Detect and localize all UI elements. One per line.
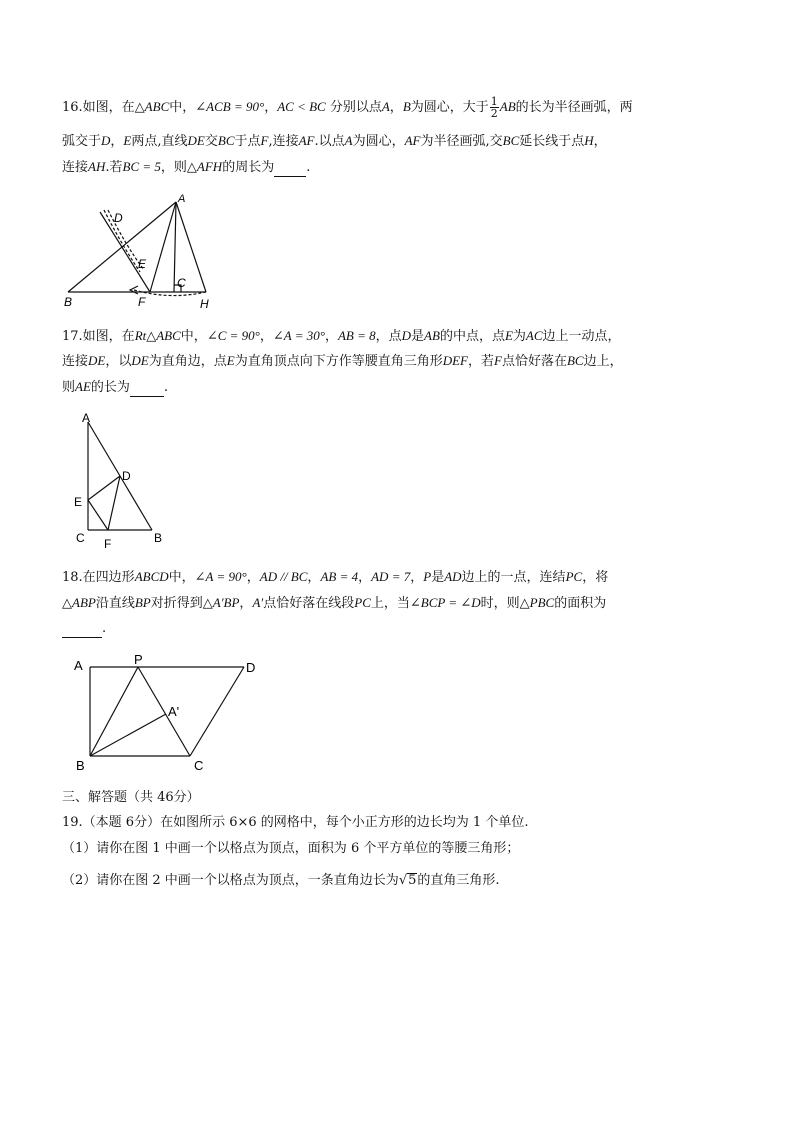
q19-line-1: 19.（本题 6分）在如图所示 6×6 的网格中，每个小正方形的边长均为 1 个单位. — [62, 815, 529, 830]
q16-line-3: 连接AH.若BC = 5，则△AFH的周长为 . — [62, 159, 311, 175]
q19-line-3: （2）请你在图 2 中画一个以格点为顶点，一条直角边长为√5的直角三角形. — [62, 873, 500, 888]
label-a: A — [178, 193, 186, 205]
sqrt-value: 5 — [408, 873, 417, 888]
label-d: D — [246, 660, 256, 675]
q16-figure — [58, 190, 228, 315]
label-a-prime: A' — [168, 704, 180, 719]
q17-line-3: 则AE的长为 . — [62, 379, 169, 395]
label-c: C — [177, 276, 186, 290]
q17-line-1: 17.如图，在Rt△ABC中，∠C = 90°，∠A = 30°，AB = 8，点D是AB的中点，点E为AC边上一动点， — [62, 328, 621, 344]
q18-line-3: . — [62, 620, 106, 638]
q19-line-2: （1）请你在图 1 中画一个以格点为顶点，面积为 6 个平方单位的等腰三角形； — [62, 841, 520, 856]
section-title: 三、解答题（共 46分） — [62, 790, 200, 805]
answer-blank — [130, 382, 164, 397]
line-ac — [174, 202, 176, 292]
q18-figure — [68, 650, 268, 775]
line-de — [100, 212, 150, 292]
label-d: D — [122, 469, 131, 483]
label-e: E — [74, 495, 83, 509]
fraction-one-half: $\frac{1}{2}$ — [490, 95, 498, 120]
label-a: A — [74, 658, 83, 673]
label-c: C — [194, 758, 204, 773]
label-b: B — [76, 758, 85, 773]
answer-blank — [274, 162, 306, 177]
q16-line-1: 16.如图，在△ABC中，∠ACB = 90°，AC < BC 分别以点A，B为圆心，大于 $\frac{1}{2}$ AB的长为半径画弧，两 — [62, 95, 633, 120]
q18-line-1: 18.在四边形ABCD中，∠A = 90°，AD // BC，AB = 4，AD = 7，P是AD边上的一点，连结PC，将 — [62, 569, 609, 585]
label-f: F — [104, 537, 112, 548]
label-c: C — [76, 531, 85, 545]
q18-line-2: △ABP沿直线BP对折得到△A′BP，A′点恰好落在线段PC上，当∠BCP = ∠D时，则△PBC的面积为 — [62, 595, 607, 611]
label-e: E — [138, 257, 147, 271]
sqrt-symbol: √ — [398, 873, 408, 888]
label-b: B — [154, 531, 163, 545]
answer-blank — [62, 623, 102, 638]
line-ef — [88, 500, 108, 530]
q17-figure — [68, 408, 178, 548]
q17-line-2: 连接DE，以DE为直角边，点E为直角顶点向下方作等腰直角三角形DEF，若F点恰好落在BC边上， — [62, 353, 623, 369]
line-af — [150, 202, 176, 292]
label-b: B — [64, 295, 73, 309]
label-f: F — [138, 295, 146, 309]
q16-line-2: 弧交于D，E两点,直线DE交BC于点F,连接AF.以点A为圆心，AF为半径画弧,交BC延长线于点H， — [62, 133, 607, 149]
line-cd — [190, 667, 244, 756]
label-d: D — [114, 211, 123, 225]
label-p: P — [134, 652, 143, 667]
label-a: A — [82, 411, 91, 425]
label-h: H — [200, 297, 209, 311]
line-pc — [138, 667, 190, 756]
